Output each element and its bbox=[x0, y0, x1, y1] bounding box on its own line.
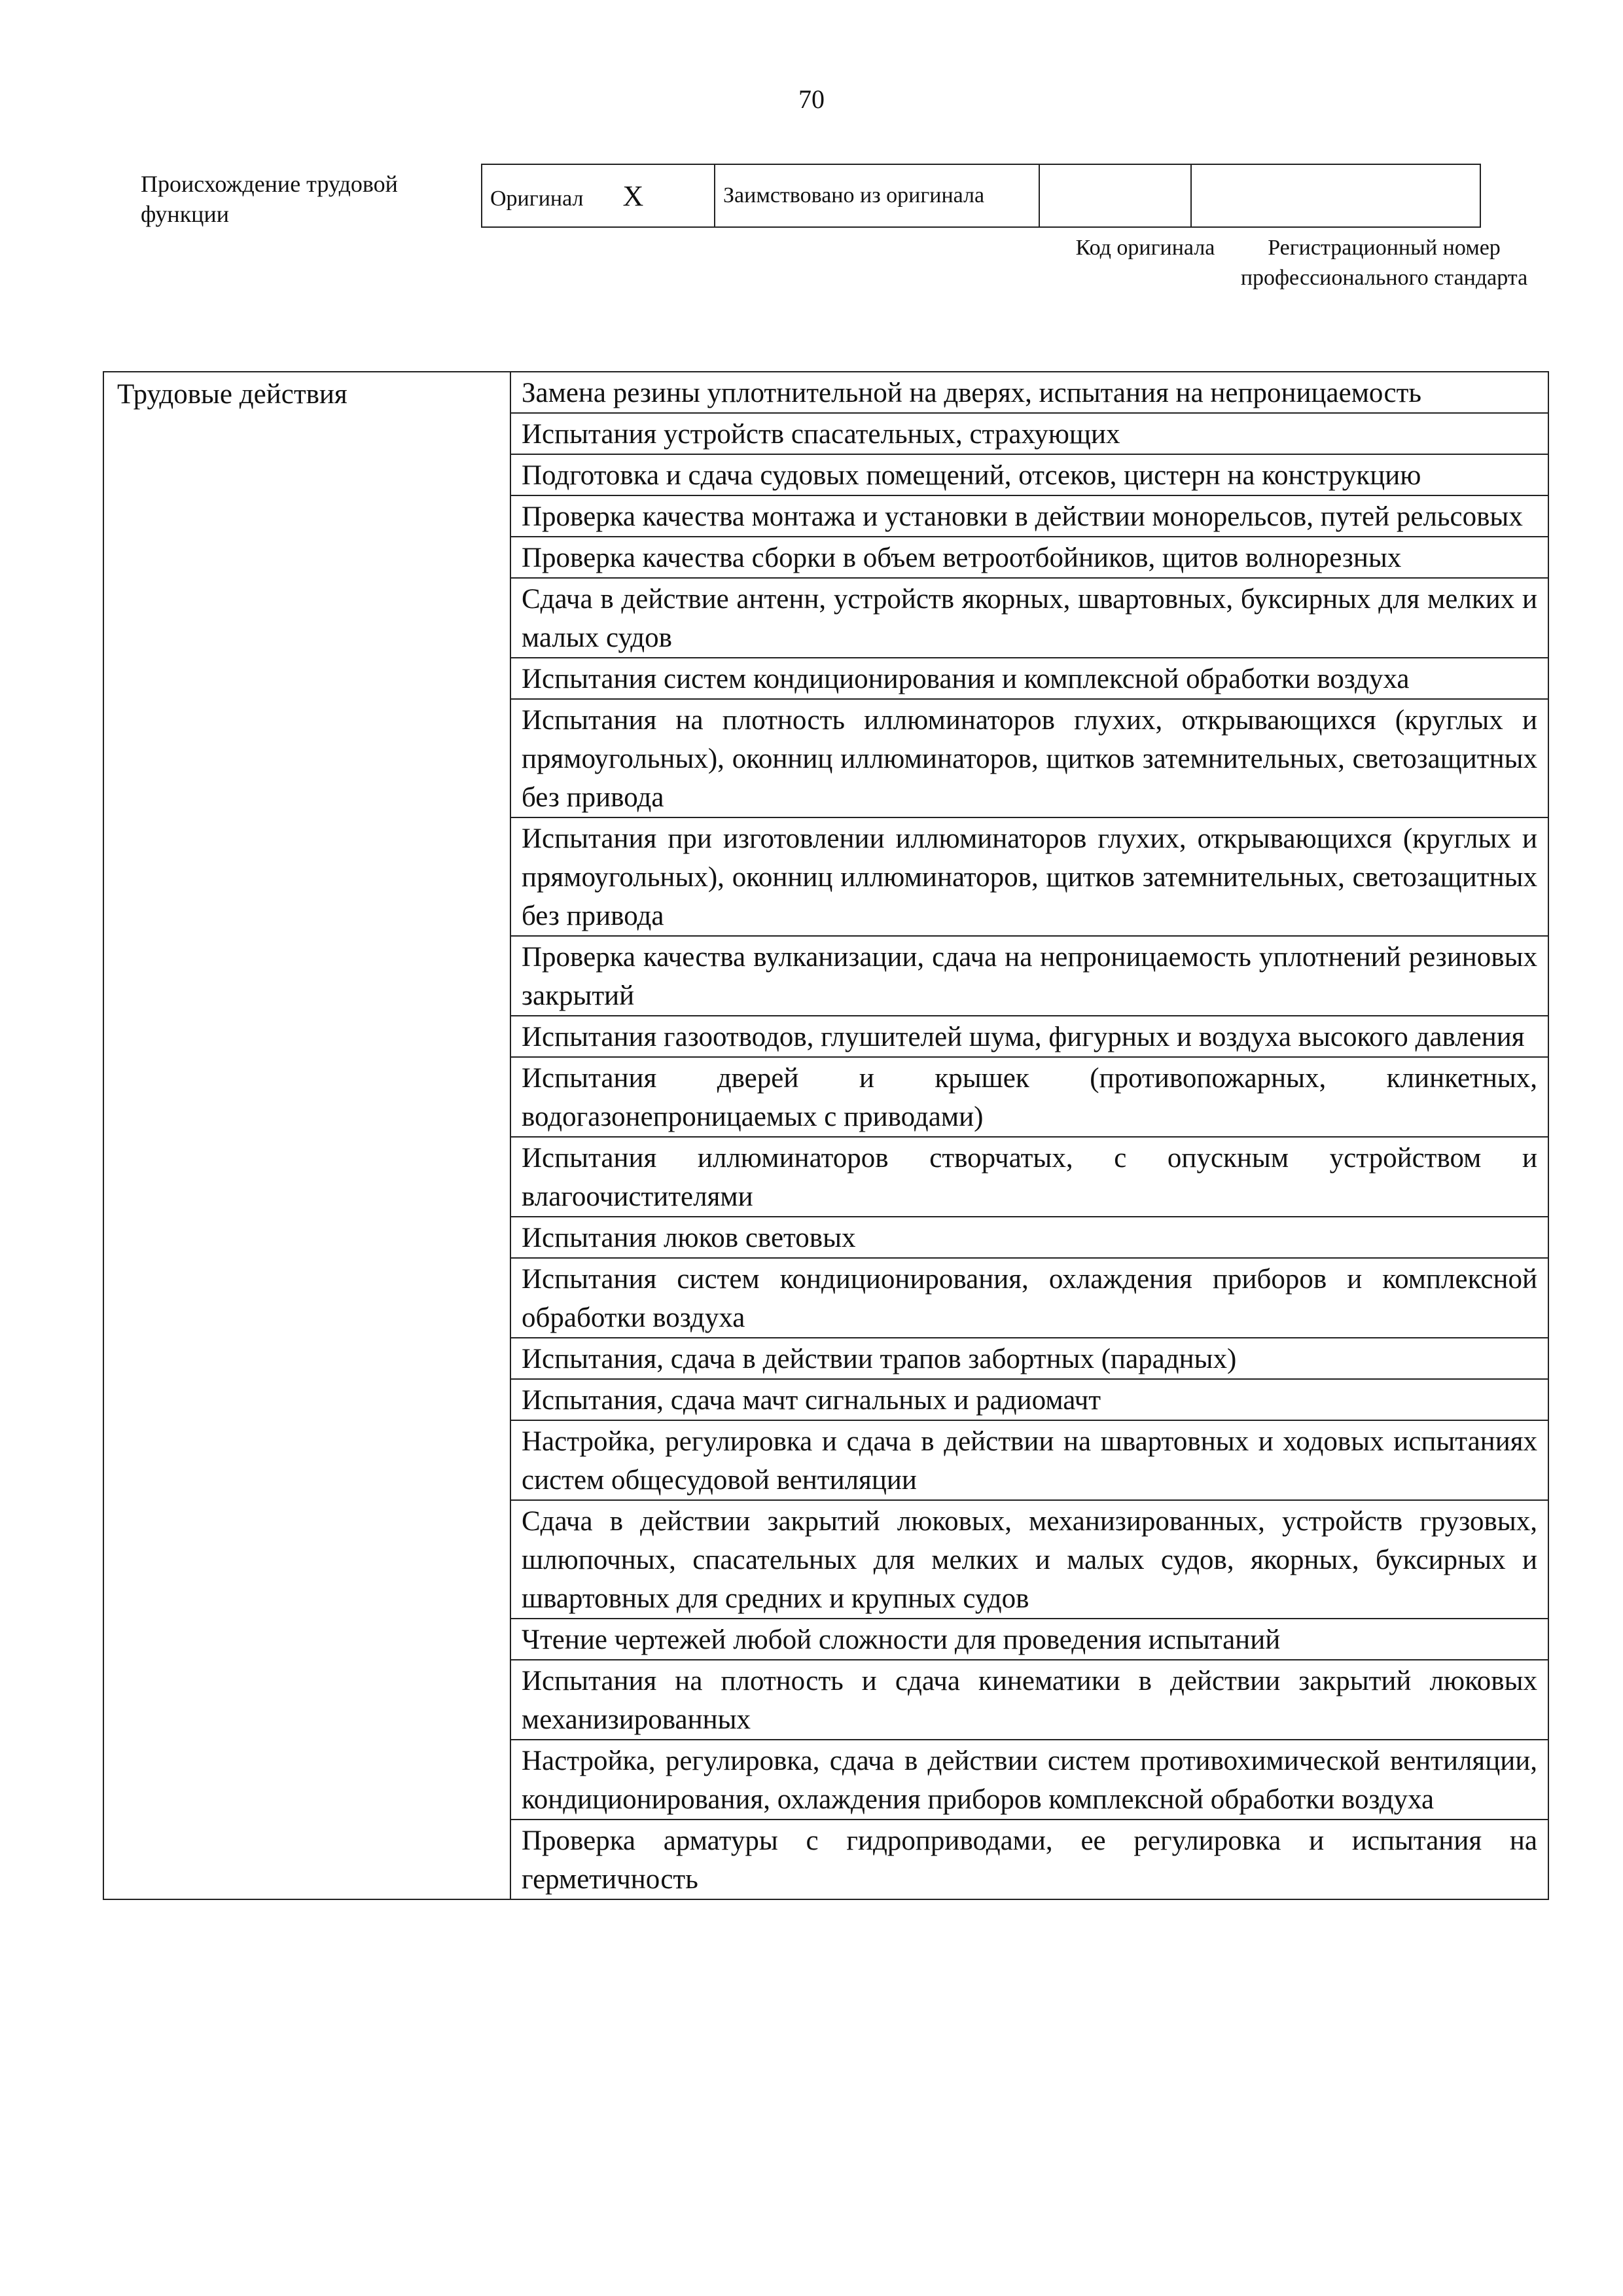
labor-action-item: Испытания дверей и крышек (противопожарных, клинкетных, водогазонепроницаемых с приводами) bbox=[510, 1057, 1548, 1137]
labor-action-item: Испытания, сдача в действии трапов забортных (парадных) bbox=[510, 1338, 1548, 1379]
labor-action-item: Испытания газоотводов, глушителей шума, фигурных и воздуха высокого давления bbox=[510, 1016, 1548, 1057]
labor-action-item: Проверка качества вулканизации, сдача на непроницаемость уплотнений резиновых закрытий bbox=[510, 936, 1548, 1016]
labor-action-item: Испытания, сдача мачт сигнальных и радиомачт bbox=[510, 1379, 1548, 1420]
origin-label: Происхождение трудовой функции bbox=[141, 171, 398, 227]
labor-action-item: Настройка, регулировка, сдача в действии систем противохимической вентиляции, кондиционирования, охлаждения приборов комплексной обработки воздуха bbox=[510, 1740, 1548, 1820]
original-cell bbox=[482, 164, 715, 227]
labor-action-item: Проверка качества сборки в объем ветроотбойников, щитов волнорезных bbox=[510, 537, 1548, 578]
labor-action-item: Сдача в действие антенн, устройств якорных, швартовных, буксирных для мелких и малых судов bbox=[510, 578, 1548, 658]
labor-action-item: Сдача в действии закрытий люковых, механизированных, устройств грузовых, шлюпочных, спасательных для мелких и малых судов, якорных, буксирных и швартовных для средних и крупных судов bbox=[510, 1500, 1548, 1619]
labor-action-item: Испытания систем кондиционирования и комплексной обработки воздуха bbox=[510, 658, 1548, 699]
labor-action-item: Чтение чертежей любой сложности для проведения испытаний bbox=[510, 1619, 1548, 1660]
labor-action-item: Испытания устройств спасательных, страхующих bbox=[510, 413, 1548, 454]
labor-action-item: Испытания на плотность и сдача кинематики в действии закрытий люковых механизированных bbox=[510, 1660, 1548, 1740]
labor-action-item: Проверка качества монтажа и установки в действии монорельсов, путей рельсовых bbox=[510, 495, 1548, 537]
labor-action-item: Испытания систем кондиционирования, охлаждения приборов и комплексной обработки воздуха bbox=[510, 1258, 1548, 1338]
labor-action-item: Испытания на плотность иллюминаторов глухих, открывающихся (круглых и прямоугольных), оконниц иллюминаторов, щитков затемнительных, светозащитных без привода bbox=[510, 699, 1548, 817]
code-caption: Код оригинала bbox=[1075, 236, 1215, 260]
reg-number-cell bbox=[1191, 164, 1480, 227]
labor-action-item: Замена резины уплотнительной на дверях, испытания на непроницаемость bbox=[510, 372, 1548, 413]
borrowed-cell: Заимствовано из оригинала bbox=[715, 164, 1039, 227]
labor-actions-label: Трудовые действия bbox=[103, 372, 510, 1899]
labor-action-item: Проверка арматуры с гидроприводами, ее регулировка и испытания на герметичность bbox=[510, 1820, 1548, 1899]
labor-action-item: Подготовка и сдача судовых помещений, отсеков, цистерн на конструкцию bbox=[510, 454, 1548, 495]
original-mark: X bbox=[622, 179, 644, 212]
origin-table bbox=[481, 164, 1481, 228]
code-cell bbox=[1039, 164, 1191, 227]
labor-action-item: Испытания иллюминаторов створчатых, с опускным устройством и влагоочистителями bbox=[510, 1137, 1548, 1217]
reg-number-caption: Регистрационный номер профессионального стандарта bbox=[1240, 236, 1528, 290]
table-row bbox=[103, 372, 1548, 413]
labor-action-item: Испытания люков световых bbox=[510, 1217, 1548, 1258]
page-number: 70 bbox=[798, 84, 825, 114]
labor-action-item: Настройка, регулировка и сдача в действии на швартовных и ходовых испытаниях систем общесудовой вентиляции bbox=[510, 1420, 1548, 1500]
labor-actions-table bbox=[103, 371, 1549, 1900]
original-label: Оригинал bbox=[490, 186, 584, 211]
labor-action-item: Испытания при изготовлении иллюминаторов глухих, открывающихся (круглых и прямоугольных), оконниц иллюминаторов, щитков затемнительных, светозащитных без привода bbox=[510, 817, 1548, 936]
